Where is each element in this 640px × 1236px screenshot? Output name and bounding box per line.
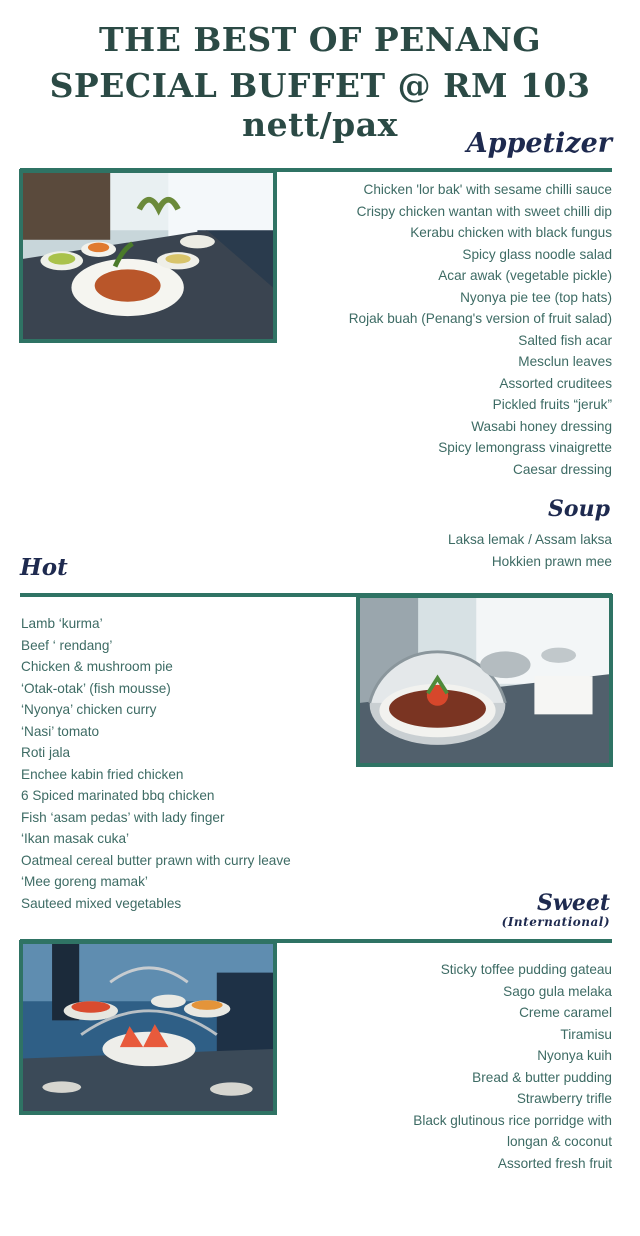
- list-item: Lamb ‘kurma’: [21, 616, 103, 631]
- soup-heading: Soup: [548, 496, 610, 522]
- list-item: Black glutinous rice porridge with: [413, 1112, 612, 1128]
- appetizer-list: [349, 179, 612, 480]
- list-item: ‘Mee goreng mamak’: [21, 874, 148, 889]
- list-item: Creme caramel: [519, 1005, 612, 1020]
- list-item: Sticky toffee pudding gateau: [440, 962, 612, 977]
- list-item: Beef ‘ rendang’: [21, 637, 113, 653]
- list-item: Nyonya kuih: [537, 1048, 612, 1063]
- list-item: ‘Nyonya’ chicken curry: [21, 702, 157, 717]
- list-item: Crispy chicken wantan with sweet chilli dip: [356, 203, 612, 219]
- list-item: Hokkien prawn mee: [491, 553, 612, 569]
- list-item: 6 Spiced marinated bbq chicken: [21, 788, 215, 803]
- list-item: Chicken & mushroom pie: [21, 659, 173, 674]
- hot-photo: [356, 594, 613, 767]
- sweet-list: [413, 959, 612, 1174]
- list-item: Fish ‘asam pedas’ with lady finger: [21, 809, 225, 825]
- list-item: Sago gula melaka: [503, 983, 612, 999]
- list-item: Assorted cruditees: [499, 375, 612, 391]
- list-item: Oatmeal cereal butter prawn with curry leave: [21, 852, 291, 868]
- list-item: longan & coconut: [506, 1134, 612, 1149]
- appetizer-heading: Appetizer: [466, 128, 612, 159]
- soup-list: [448, 529, 612, 572]
- sweet-heading: Sweet: [537, 890, 610, 916]
- list-item: ‘Nasi’ tomato: [21, 723, 100, 739]
- list-item: Sauteed mixed vegetables: [21, 895, 182, 911]
- list-item: Rojak buah (Penang's version of fruit salad): [348, 311, 612, 326]
- sweet-subheading: (International): [501, 915, 610, 929]
- sweet-photo: [19, 940, 277, 1115]
- list-item: ‘Ikan masak cuka’: [21, 831, 130, 846]
- hot-list: [21, 613, 291, 914]
- list-item: Spicy glass noodle salad: [462, 246, 612, 262]
- list-item: Nyonya pie tee (top hats): [460, 289, 612, 305]
- page-title: THE BEST OF PENANG: [98, 20, 542, 59]
- list-item: Strawberry trifle: [516, 1091, 612, 1106]
- list-item: Acar awak (vegetable pickle): [438, 268, 612, 283]
- list-item: Kerabu chicken with black fungus: [410, 225, 612, 240]
- page-subtitle: SPECIAL BUFFET @ RM 103 nett/pax: [49, 66, 591, 144]
- list-item: Wasabi honey dressing: [471, 418, 612, 434]
- list-item: Salted fish acar: [518, 332, 612, 348]
- list-item: Roti jala: [21, 745, 71, 760]
- hot-heading: Hot: [20, 554, 68, 581]
- list-item: Tiramisu: [560, 1026, 612, 1042]
- list-item: Assorted fresh fruit: [497, 1155, 612, 1171]
- list-item: Pickled fruits “jeruk”: [492, 397, 612, 412]
- list-item: Caesar dressing: [513, 461, 612, 477]
- list-item: Laksa lemak / Assam laksa: [448, 532, 612, 547]
- list-item: Bread & butter pudding: [472, 1069, 612, 1085]
- appetizer-photo: [19, 169, 277, 343]
- list-item: ‘Otak-otak’ (fish mousse): [21, 680, 171, 696]
- list-item: Enchee kabin fried chicken: [21, 766, 184, 782]
- list-item: Spicy lemongrass vinaigrette: [438, 440, 612, 455]
- list-item: Chicken 'lor bak' with sesame chilli sauce: [363, 182, 612, 197]
- list-item: Mesclun leaves: [518, 354, 612, 369]
